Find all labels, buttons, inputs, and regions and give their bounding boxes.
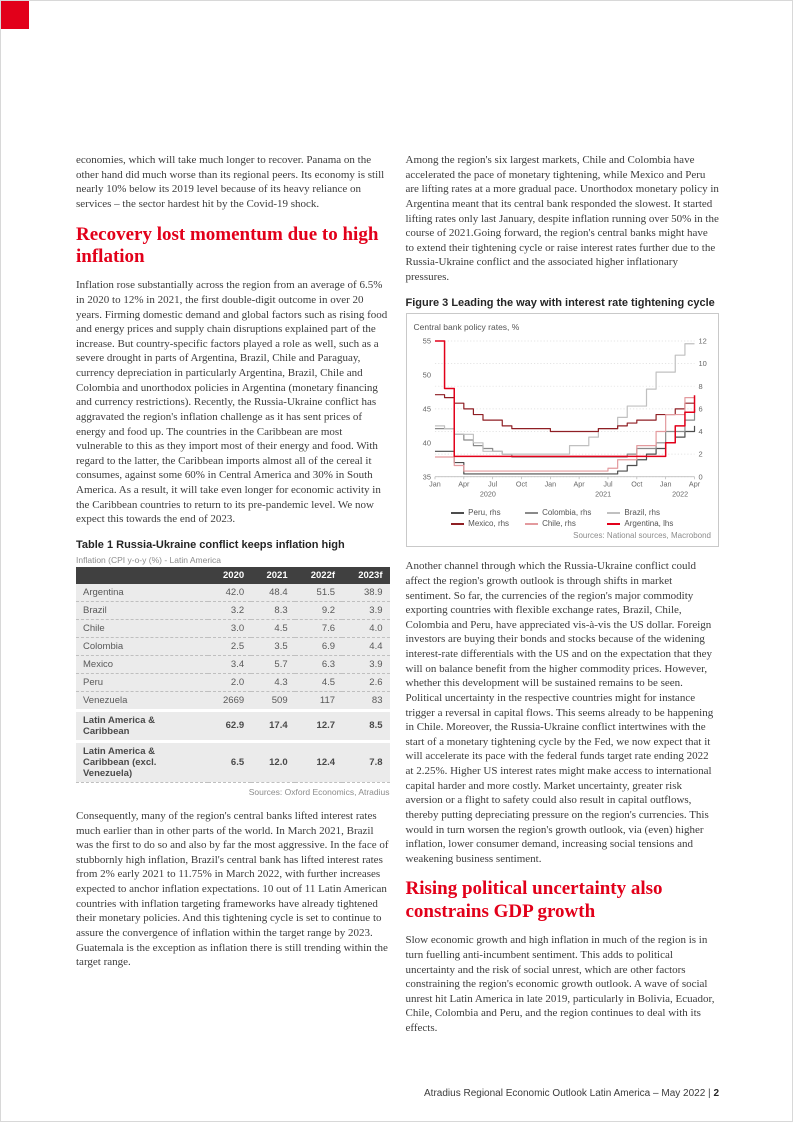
paragraph: Slow economic growth and high inflation in much of the region is in turn fuelling anti-incumbent sentiment. This adds to political uncertainty and the risk of social unrest, which are other factors constraining the region's economic growth outlook. A wave of social unrest hit Latin America in late 2019, particularly in Bolivia, Ecuador, Chile, Colombia and Peru, and the region continues to deal with its effects.: [405, 934, 715, 1035]
table-cell: 3.5: [251, 637, 294, 655]
table-row: [76, 673, 390, 691]
table-row-label: Peru: [76, 673, 208, 691]
svg-text:35: 35: [422, 471, 431, 481]
figure-box: [406, 313, 720, 548]
table-cell: 3.0: [208, 619, 251, 637]
table-column-header: 2021: [251, 567, 294, 584]
svg-text:Apr: Apr: [573, 480, 585, 489]
svg-text:4: 4: [698, 426, 703, 436]
section-heading: Recovery lost momentum due to high inflation: [76, 223, 379, 267]
legend-item: [451, 519, 509, 528]
table-cell: 38.9: [342, 584, 389, 602]
svg-text:Jul: Jul: [602, 480, 613, 489]
brand-corner-mark: [1, 1, 29, 29]
left-column: [76, 153, 390, 1048]
table-cell: 83: [342, 691, 389, 710]
table-cell: 51.5: [295, 584, 342, 602]
svg-text:2022: 2022: [671, 490, 688, 499]
table-column-header: 2022f: [295, 567, 342, 584]
table-row: [76, 691, 390, 710]
table-cell: 17.4: [251, 710, 294, 741]
svg-text:Jan: Jan: [659, 480, 671, 489]
figure-caption: Figure 3 Leading the way with interest rate tightening cycle: [405, 296, 715, 309]
svg-text:55: 55: [422, 336, 431, 346]
table-cell: 4.3: [251, 673, 294, 691]
chart-legend: [414, 508, 712, 528]
table-cell: 6.3: [295, 655, 342, 673]
legend-item: [607, 508, 673, 517]
paragraph: Another channel through which the Russia-Ukraine conflict could affect the region's growth outlook is through shifts in market sentiment. So far, the currencies of the region's major commodity exporting countries with flexible exchange rates, Brazil, Chile, Colombia and Peru, have appreciated vis-à-vis the US dollar. Foreign investors are buying their bonds and stocks because of the widening interest-rate differentials with the US and on the expectation that they will on balance benefit from the higher commodity prices. However, whether this development will be sustained remains to be seen. Political uncertainty in the respective countries might for instance trigger a reversal in capital flows. This seems already to be happening in Chile. Moreover, the Russia-Ukraine conflict intertwines with the start of a monetary tightening cycle by the Fed, we now expect that it will accelerate its pace with the federal funds target rate ending 2022 at 2.25%. Higher US interest rates might make access to international capital harder and more costly. Market uncertainty, greater risk aversion or a flight to safety could also result in capital outflows, thereby putting depreciating pressure on the region's currencies. This would in turn worsen the region's growth outlook, via (even) higher inflation, lower consumer demand, increasing social tensions and weakening business sentiment.: [405, 560, 714, 865]
table-sources: Sources: Oxford Economics, Atradius: [248, 786, 390, 797]
svg-text:Jan: Jan: [428, 480, 441, 489]
table-row-label: Latin America & Caribbean (excl. Venezuela): [76, 741, 208, 782]
svg-text:12: 12: [698, 336, 707, 346]
paragraph: Inflation rose substantially across the region from an average of 6.5% in 2020 to 12% in 2021, the first double-digit outcome in over 20 years. Firming domestic demand and global factors such as rising food and energy prices and supply chain disruptions explained part of the increase. But country-specific factors played a role as well, such as a severe drought in parts of Argentina, Brazil, Chile and Paraguay, currency depreciation in particularly Argentina, Brazil, Chile and Colombia and unorthodox policies in Argentina (monetary financing and currency restrictions). Recently, the Russia-Ukraine conflict has aggravated the region's inflation challenge as it has sent prices of energy and food up. The countries in the Caribbean are most vulnerable to this as they import most of their energy and food. With regard to the latter, the Caribbean imports almost all of the cereal it consumes, against some 60% in Central America and 30% in South America. As a result, it will take even longer for economic activity in the Caribbean countries to return to its pre-pandemic level. We now expect this towards the end of 2023.: [76, 279, 388, 526]
svg-text:40: 40: [422, 438, 431, 448]
legend-label: Mexico, rhs: [468, 519, 510, 529]
legend-label: Brazil, rhs: [624, 508, 660, 518]
table-cell: 8.3: [251, 601, 294, 619]
table-cell: 2669: [208, 691, 251, 710]
table-cell: 3.9: [342, 655, 389, 673]
legend-line-swatch: [451, 512, 464, 514]
table-cell: 12.4: [295, 741, 342, 782]
table-column-header: 2023f: [342, 567, 389, 584]
svg-text:50: 50: [422, 370, 431, 380]
svg-text:Apr: Apr: [457, 480, 469, 489]
svg-text:2: 2: [698, 449, 703, 459]
table-subtitle: Inflation (CPI y-o-y (%) - Latin America: [76, 554, 222, 565]
policy-rates-chart: [414, 334, 712, 504]
legend-label: Argentina, lhs: [624, 519, 674, 529]
table-cell: 48.4: [251, 584, 294, 602]
table-cell: 2.0: [208, 673, 251, 691]
legend-label: Colombia, rhs: [542, 508, 592, 518]
table-row: [76, 637, 390, 655]
table-row: [76, 655, 390, 673]
table-cell: 7.6: [295, 619, 342, 637]
table-header-row: [76, 567, 390, 584]
table-cell: 9.2: [295, 601, 342, 619]
table-cell: 12.7: [295, 710, 342, 741]
legend-line-swatch: [525, 512, 538, 514]
table-caption: Table 1 Russia-Ukraine conflict keeps inflation high: [76, 538, 345, 551]
svg-text:6: 6: [698, 404, 703, 414]
figure-sources: Sources: National sources, Macrobond: [573, 531, 711, 541]
paragraph: economies, which will take much longer to recover. Panama on the other hand did much worse than its regional peers. Its economy is still nearly 10% below its 2019 level because of its heavy reliance on services – the sector hardest hit by the Covid-19 shock.: [76, 154, 385, 210]
table-row-label: Colombia: [76, 637, 208, 655]
page-footer: [424, 1088, 719, 1099]
table-cell: 12.0: [251, 741, 294, 782]
svg-text:Oct: Oct: [630, 480, 642, 489]
legend-item: [525, 508, 591, 517]
table-row: [76, 601, 390, 619]
right-column: [406, 153, 720, 1048]
legend-label: Peru, rhs: [468, 508, 501, 518]
table-row-label: Brazil: [76, 601, 208, 619]
paragraph: Among the region's six largest markets, Chile and Colombia have accelerated the pace of monetary tightening, while Mexico and Peru are lifting rates at a more gradual pace. Unorthodox monetary policy in Argentina meant that its central bank responded the slowest. It started lifting rates only last January, despite inflation running over 50% in the course of 2021.Going forward, the region's central banks might have to extend their tightening cycle or raise interest rates further due to the Russia-Ukraine conflict and the associated higher inflationary pressures.: [405, 154, 719, 283]
svg-text:Jul: Jul: [487, 480, 497, 489]
legend-label: Chile, rhs: [542, 519, 576, 529]
table-cell: 8.5: [342, 710, 389, 741]
svg-text:Oct: Oct: [515, 480, 527, 489]
legend-item: [451, 508, 509, 517]
table-cell: 4.5: [251, 619, 294, 637]
svg-text:45: 45: [422, 404, 431, 414]
table-cell: 62.9: [208, 710, 251, 741]
page-number: 2: [713, 1088, 719, 1099]
table-column-header: [76, 567, 208, 584]
svg-text:2020: 2020: [479, 490, 496, 499]
table-row: [76, 741, 390, 782]
table-row-label: Mexico: [76, 655, 208, 673]
legend-line-swatch: [607, 512, 620, 514]
svg-text:0: 0: [698, 471, 703, 481]
table-cell: 3.9: [342, 601, 389, 619]
table-row-label: Venezuela: [76, 691, 208, 710]
table-cell: 117: [295, 691, 342, 710]
table-cell: 4.4: [342, 637, 389, 655]
two-column-content: [76, 153, 719, 1048]
chart-title: Central bank policy rates, %: [413, 321, 520, 332]
table-cell: 42.0: [208, 584, 251, 602]
legend-line-swatch: [451, 523, 464, 525]
paragraph: Consequently, many of the region's central banks lifted interest rates much earlier than in other parts of the world. In March 2021, Brazil was the first to do so and also by far the most aggressive. In the face of stubbornly high inflation, Brazil's central bank has lifted interest rates from 2% early 2021 to 11.75% in March 2022, with further increases expected to anchor inflation expectations. 10 out of 11 Latin American countries with inflation targeting frameworks have already tightened their monetary policies. And this tightening cycle is set to continue to assure the convergence of inflation within the target range by 2023. Guatemala is the exception as inflation there is still trending within the target range.: [76, 809, 389, 969]
table-column-header: 2020: [208, 567, 251, 584]
legend-item: [607, 519, 673, 528]
table-cell: 2.5: [208, 637, 251, 655]
svg-text:2021: 2021: [594, 490, 611, 499]
table-cell: 3.4: [208, 655, 251, 673]
table-cell: 2.6: [342, 673, 389, 691]
table-row-label: Argentina: [76, 584, 208, 602]
table-row: [76, 710, 390, 741]
inflation-table: [76, 567, 390, 783]
table-cell: 3.2: [208, 601, 251, 619]
svg-text:8: 8: [698, 381, 703, 391]
table-cell: 4.0: [342, 619, 389, 637]
table-cell: 4.5: [295, 673, 342, 691]
section-heading: Rising political uncertainty also constrains GDP growth: [405, 878, 663, 922]
table-row-label: Chile: [76, 619, 208, 637]
svg-text:10: 10: [698, 358, 707, 368]
legend-item: [525, 519, 591, 528]
table-row: [76, 584, 390, 602]
table-cell: 6.5: [208, 741, 251, 782]
table-row-label: Latin America & Caribbean: [76, 710, 208, 741]
svg-text:Jan: Jan: [544, 480, 556, 489]
table-section: [76, 539, 390, 797]
legend-line-swatch: [607, 523, 620, 525]
figure-section: [406, 297, 720, 548]
table-cell: 509: [251, 691, 294, 710]
table-row: [76, 619, 390, 637]
footer-text: Atradius Regional Economic Outlook Latin America – May 2022 |: [424, 1088, 714, 1099]
table-cell: 6.9: [295, 637, 342, 655]
table-cell: 7.8: [342, 741, 389, 782]
legend-line-swatch: [525, 523, 538, 525]
table-cell: 5.7: [251, 655, 294, 673]
svg-text:Apr: Apr: [688, 480, 700, 489]
